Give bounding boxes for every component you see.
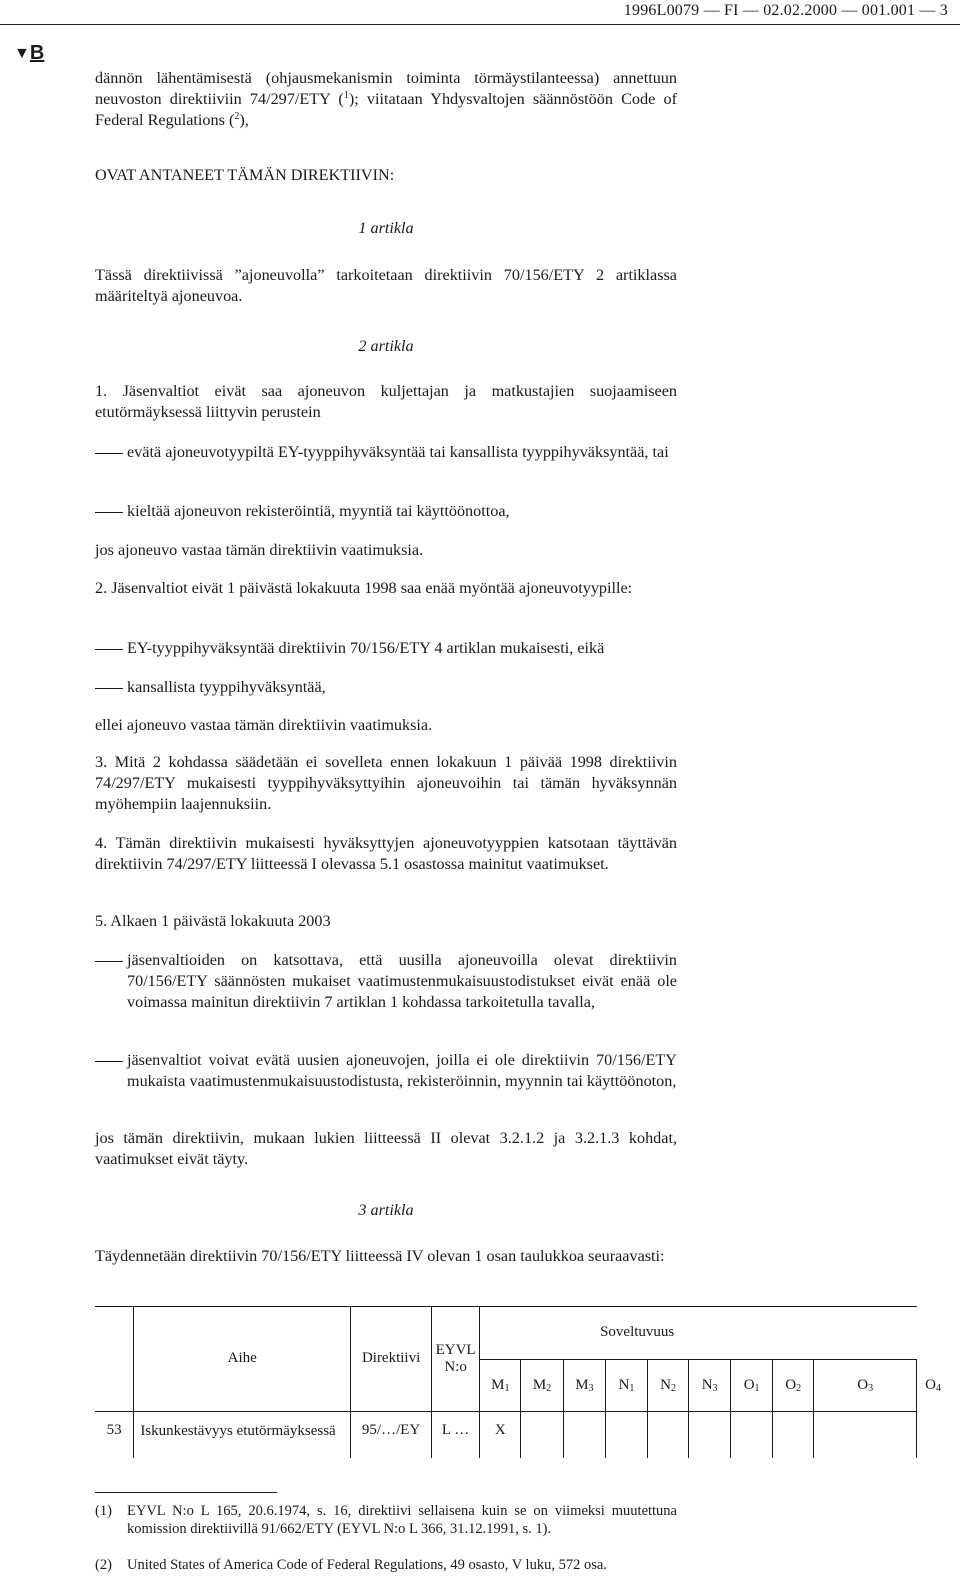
article-2-paragraph-2-end: ellei ajoneuvo vastaa tämän direktiivin vaatimuksia. [95,716,433,734]
article-2-paragraph-2: 2. Jäsenvaltiot eivät 1 päivästä lokakuuta 1998 saa enää myöntää ajoneuvotyypille: [95,579,633,597]
row-oj: L … [432,1412,480,1458]
category-o1: $O_1$ [731,1359,773,1411]
article-2-paragraph-4: 4. Tämän direktiivin mukaisesti hyväksyttyjen ajoneuvotyyppien katsotaan täyttävän direktiivin 74/297/ETY liitteessä I olevassa 5.1 osastossa mainitut vaatimukset. [95,834,677,873]
category-o2: $O_2$ [773,1359,814,1411]
list-item: jäsenvaltioiden on katsottava, että uusilla ajoneuvoilla olevat direktiivin 70/156/ETY säännösten mukaiset vaatimustenmukaisuustodistukset eivät enää ole voimassa mainitun direktiivin 7 artiklan 1 kohdassa tarkoitetulla tavalla, [127,951,677,1011]
list-item: kansallista tyyppihyväksyntää, [127,678,326,696]
row-m1-mark: X [480,1412,521,1458]
footnote-ref-1[interactable]: 1 [343,90,349,101]
article-2-paragraph-5: 5. Alkaen 1 päivästä lokakuuta 2003 [95,912,331,930]
annex-table [95,1306,941,1458]
list-item: EY-tyyppihyväksyntää direktiivin 70/156/ETY 4 artiklan mukaisesti, eikä [127,639,605,657]
article-1-text: Tässä direktiivissä ”ajoneuvolla” tarkoitetaan direktiivin 70/156/ETY 2 artiklassa määriteltyä ajoneuvoa. [95,266,677,305]
footnote-rule [95,1492,277,1493]
article-1-heading: 1 artikla [358,219,414,237]
article-2-paragraph-3: 3. Mitä 2 kohdassa säädetään ei sovelleta ennen lokakuun 1 päivää 1998 direktiivin 74/297/ETY mukaisesti tyyppihyväksyttyihin ajoneuvoihin tai tämän hyväksynnän myöhempiin laajennuksiin. [95,753,677,813]
amendment-marker [14,42,44,65]
category-o3: $O_3$ [814,1359,917,1411]
article-2-heading: 2 artikla [358,337,414,355]
list-item: kieltää ajoneuvon rekisteröintiä, myyntiä tai käyttöönottoa, [127,502,510,520]
article-3-heading: 3 artikla [358,1201,414,1219]
category-m1: $M_1$ [480,1359,521,1411]
column-header-subject: Aihe [134,1307,351,1411]
list-item: evätä ajoneuvotyypiltä EY-tyyppihyväksyntää tai kansallista tyyppihyväksyntää, tai [127,443,669,461]
row-subject: Iskunkestävyys etutörmäyksessä [134,1412,351,1458]
triangle-down-icon: ▼ [14,45,30,62]
article-2-paragraph-1: 1. Jäsenvaltiot eivät saa ajoneuvon kuljettajan ja matkustajien suojaamiseen etutörmäyksessä liittyvin perustein [95,382,677,421]
column-header-applicability: Soveltuvuus [480,1307,917,1359]
row-directive: 95/…/EY [351,1412,432,1458]
document-reference: 1996L0079 — FI — 02.02.2000 — 001.001 — 3 [623,2,948,19]
article-2-paragraph-5-end: jos tämän direktiivin, mukaan lukien liitteessä II olevat 3.2.1.2 ja 3.2.1.3 kohdat, vaatimukset eivät täyty. [95,1129,677,1168]
article-2-paragraph-1-end: jos ajoneuvo vastaa tämän direktiivin vaatimuksia. [95,541,424,559]
footnote-ref-2[interactable]: 2 [234,111,240,122]
footnote-2: (2) United States of America Code of Federal Regulations, 49 osasto, V luku, 572 osa. [95,1557,607,1573]
table-row [95,1412,941,1458]
row-number: 53 [95,1412,134,1458]
category-o4: $O_4$ [925,1376,941,1394]
category-n1: $N_1$ [606,1359,648,1411]
intro-paragraph: dännön lähentämisestä (ohjausmekanismin toiminta törmäystilanteessa) annettuun neuvoston direktiiviin 74/297/ETY ($^1$); viitataan Yhdysvaltojen säännöstöön Code of Federal Regulations ($^2$), [95,69,677,129]
column-header-oj: EYVL N:o [432,1307,480,1411]
column-header-directive: Direktiivi [351,1307,432,1411]
footnote-1: (1) EYVL N:o L 165, 20.6.1974, s. 16, direktiivi sellaisena kuin se on viimeksi muutettuna komission direktiivillä 91/662/ETY (EYVL N:o L 366, 31.12.1991, s. 1). [95,1503,677,1537]
list-item: jäsenvaltiot voivat evätä uusien ajoneuvojen, joilla ei ole direktiivin 70/156/ETY mukaista vaatimustenmukaisuustodistusta, rekisteröinnin, myynnin tai käyttöönoton, [127,1051,677,1090]
article-3-text: Täydennetään direktiivin 70/156/ETY liitteessä IV olevan 1 osan taulukkoa seuraavasti: [95,1247,665,1265]
category-n3: $N_3$ [689,1359,731,1411]
category-m3: $M_3$ [563,1359,605,1411]
adoption-formula: OVAT ANTANEET TÄMÄN DIREKTIIVIN: [95,166,395,184]
marker-label: B [29,42,45,64]
category-m2: $M_2$ [521,1359,563,1411]
category-n2: $N_2$ [648,1359,689,1411]
header-rule [0,24,960,25]
